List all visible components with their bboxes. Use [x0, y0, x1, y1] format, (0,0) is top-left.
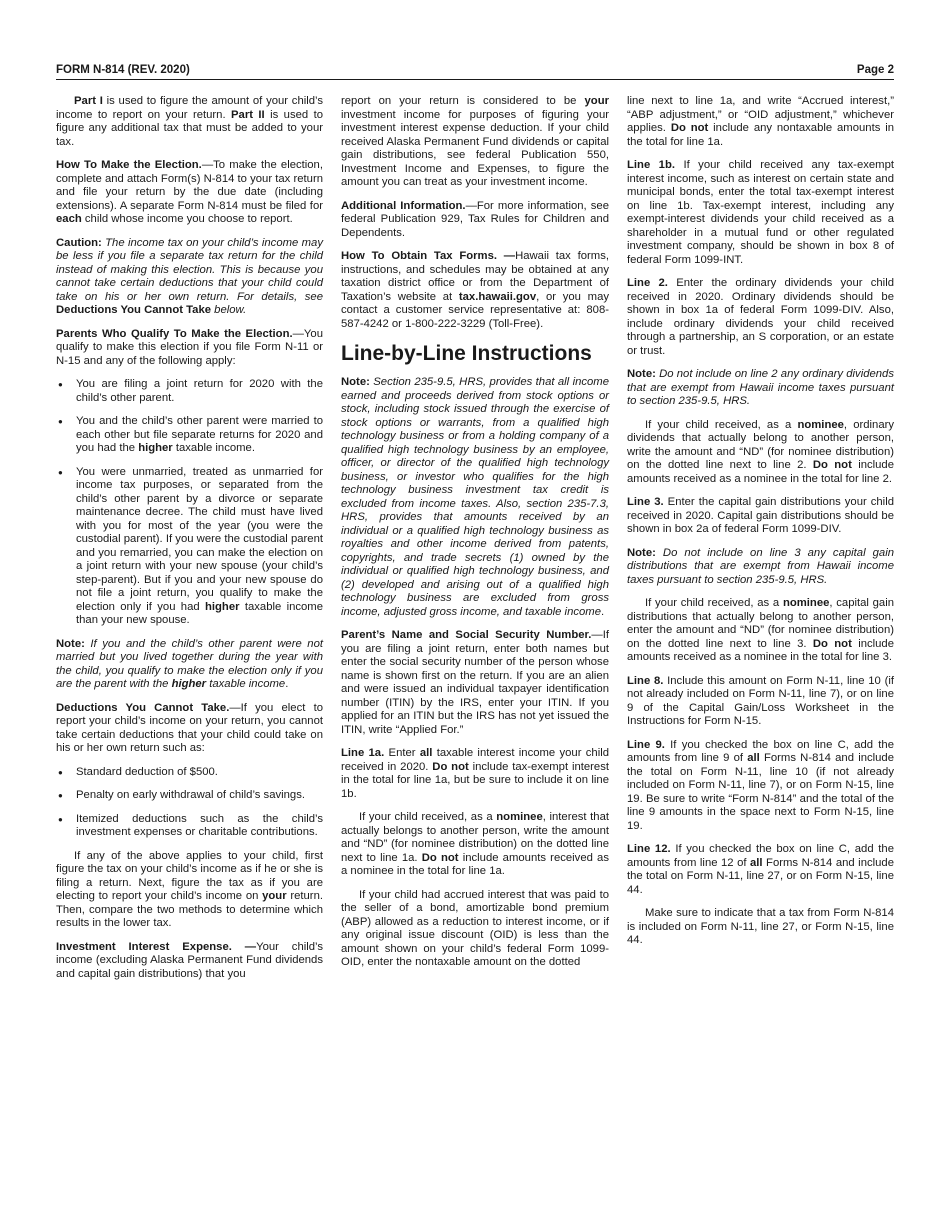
- intro-paragraph: Part I is used to figure the amount of your child’s income to report on your return. Part II is used to figure any additional tax that must be added to your tax.: [56, 95, 323, 148]
- list-item: ● You are filing a joint return for 2020 with the child’s other parent.: [56, 378, 323, 405]
- line-1b-paragraph: Line 1b. If your child received any tax-exempt interest income, such as interest on certain state and municipal bonds, enter the total tax-exempt interest on line 1b. Tax-exempt interest, including any exempt-interest dividends your child received as a shareholder in a mutual fund or other regulated investment company, should be shown in box 8 of federal Form 1099-INT.: [627, 159, 894, 266]
- line-12-paragraph: Line 12. If you checked the box on line C, add the amounts from line 12 of all Forms N-814 and include the total on Form N-11, line 27, or on Form N-15, line 44.: [627, 843, 894, 896]
- caution-paragraph: Caution: The income tax on your child’s income may be less if you file a separate tax return for the child instead of making this election. This is because you cannot take certain deductions that your child could take on his or her own return. For details, see Deductions You Cannot Take below.: [56, 236, 323, 316]
- list-item: ● Itemized deductions such as the child’s investment expenses or charitable contributions.: [56, 813, 323, 840]
- deductions-list: [56, 766, 323, 840]
- line-8-paragraph: Line 8. Include this amount on Form N-11, line 10 (if not already included on Form N-11, line 7), or on line 9 of the Capital Gain/Loss Worksheet in the Instructions for Form N-15.: [627, 674, 894, 727]
- interest-heading: Investment Interest Expense. —: [56, 940, 257, 953]
- ssn-paragraph: Parent’s Name and Social Security Number.—If you are filing a joint return, enter both names but enter the social security number of the person whose name is shown first on the return. If you are an alien and were issued an individual taxpayer identification number (ITIN) by the IRS, enter your ITIN. If you applied for an ITIN but the IRS has not yet issued the ITIN, write “Applied For.”: [341, 629, 609, 736]
- deductions-paragraph: Deductions You Cannot Take.—If you elect to report your child’s income on your return, you cannot take certain deductions that your child could take on his or her own return such as:: [56, 701, 323, 754]
- interest-paragraph: Investment Interest Expense. —Your child’s income (excluding Alaska Permanent Fund dividends and capital gain distributions) that you: [56, 940, 323, 980]
- compare-paragraph: If any of the above applies to your child, first figure the tax on your child’s income as if he or she is filing a return. Next, figure the tax as if you are electing to report your child’s income on your return. Then, compare the two methods to determine which results in the lower tax.: [56, 849, 323, 929]
- accrued-continued: line next to line 1a, and write “Accrued interest,” “ABP adjustment,” or “OID adjustment,” whichever applies. Do not include any nontaxable amounts in the total for line 1a.: [627, 95, 895, 148]
- note-paragraph: Note: If you and the child’s other parent were not married but you lived together during the year with the child, you qualify to make the election only if you are the parent with the higher taxable income.: [56, 637, 323, 690]
- interest-continued: report on your return is considered to be your investment income for purposes of figuring your investment interest expense deduction. If your child received Alaska Permanent Fund dividends or capital gain distributions, see federal Publication 550, Investment Income and Expenses, to figure the amount you can treat as your investment income.: [341, 95, 609, 188]
- line-9-paragraph: Line 9. If you checked the box on line C, add the amounts from line 9 of all Forms N-814 and include the total on Form N-11, line 10 (if not already included on Form N-11, line 7), or on Form N-15, line 19. Be sure to write “Form N-814” and the total of the line 9 amounts in the space next to Form N-15, line 19.: [627, 738, 894, 832]
- list-item: ● Standard deduction of $500.: [56, 766, 323, 780]
- caution-heading: Caution:: [56, 236, 102, 249]
- column-3: [627, 95, 894, 958]
- obtain-forms-heading: How To Obtain Tax Forms. —: [341, 250, 516, 262]
- qualify-list: [56, 378, 323, 628]
- page-header: [56, 63, 894, 80]
- line-3-paragraph: Line 3. Enter the capital gain distributions your child received in 2020. Capital gain distributions should be shown in box 2a of federal Form 1099-DIV.: [627, 496, 894, 535]
- election-heading: How To Make the Election.: [56, 159, 202, 171]
- additional-info-heading: Additional Information.: [341, 199, 466, 212]
- parents-heading: Parents Who Qualify To Make the Election.: [56, 327, 293, 340]
- form-id: FORM N-814 (REV. 2020): [56, 64, 190, 76]
- list-item: ● You and the child’s other parent were married to each other but file separate returns for 2020 and you had the higher taxable income.: [56, 415, 323, 456]
- line-2-paragraph: Line 2. Enter the ordinary dividends your child received in 2020. Ordinary dividends should be shown in box 1a of federal Form 1099-DIV. Also, include ordinary dividends your child received through a partnership, an S corporation, or an estate or trust.: [627, 277, 894, 357]
- section-title: Line-by-Line Instructions: [341, 342, 592, 365]
- accrued-interest-paragraph: If your child had accrued interest that was paid to the seller of a bond, amortizable bond premium (ABP) allowed as a reduction to interest income, or if any original issue discount (OID) is less than the amount shown on your child’s federal Form 1099-OID, enter the nontaxable amount on the dotted: [341, 888, 609, 968]
- nominee-capital-gain-paragraph: If your child received, as a nominee, capital gain distributions that actually belong to another person, enter the amount and “ND” (for nominee distribution) on the dotted line next to line 3. Do not include amounts received as a nominee in the total for line 3.: [627, 597, 895, 663]
- column-1: [56, 95, 323, 991]
- nominee-dividends-paragraph: If your child received, as a nominee, ordinary dividends that actually belong to another person, write the amount and “ND” (for nominee distribution) on the dotted line next to line 2. Do not include amounts received as a nominee in the total for line 2.: [627, 418, 895, 485]
- list-item: ● Penalty on early withdrawal of child’s savings.: [56, 789, 323, 803]
- obtain-forms-paragraph: How To Obtain Tax Forms. —Hawaii tax forms, instructions, and schedules may be obtained at any taxation district office or from the Department of Taxation’s website at tax.hawaii.gov, or you may contact a customer service representative at: 808-587-4242 or 1-800-222-3229 (Toll-Free).: [341, 250, 609, 330]
- website-link: tax.hawaii.gov: [458, 290, 537, 303]
- ssn-heading: Parent’s Name and Social Security Number.: [341, 629, 592, 641]
- line-2-note: Note: Do not include on line 2 any ordinary dividends that are exempt from Hawaii income taxes pursuant to section 235-9.5, HRS.: [627, 368, 894, 407]
- nominee-interest-paragraph: If your child received, as a nominee, interest that actually belongs to another person, write the amount and “ND” (for nominee distribution) on the dotted line next to line 1a. Do not include amounts received as a nominee in the total for line 1a.: [341, 811, 610, 877]
- line-3-note: Note: Do not include on line 3 any capital gain distributions that are exempt from Hawaii income taxes pursuant to section 235-9.5, HRS.: [627, 546, 894, 586]
- page-number: Page 2: [856, 64, 894, 76]
- additional-info-paragraph: Additional Information.—For more information, see federal Publication 929, Tax Rules for Children and Dependents.: [341, 199, 609, 239]
- election-paragraph: How To Make the Election.—To make the election, complete and attach Form(s) N-814 to your tax return and file your return by the due date (including extensions). A separate Form N-814 must be filed for each child whose income you choose to report.: [56, 159, 323, 225]
- list-item: ● You were unmarried, treated as unmarried for income tax purposes, or separated from the child’s other parent by a divorce or separate maintenance decree. The child must have lived with you for most of the year (you were the custodial parent). If you were the custodial parent and you remarried, you can make the election on a joint return with your new spouse (your child’s step-parent). But if you and your new spouse do not file a joint return, you qualify to make the election only if you had higher taxable income than your new spouse.: [56, 466, 323, 628]
- deductions-heading: Deductions You Cannot Take.: [56, 701, 230, 714]
- line-1a-paragraph: Line 1a. Enter all taxable interest income your child received in 2020. Do not include tax-exempt interest in the total for line 1a, but be sure to include it on line 1b.: [341, 747, 610, 800]
- hrs-note-paragraph: Note: Section 235-9.5, HRS, provides that all income earned and proceeds derived from stock options or stock, including stock issued through the exercise of stock options or warrants, from a qualified high technology business or from a holding company of a qualified high technology business by an employee, officer, or director of the qualified high technology business, or investor who qualifies for the high technology business investment tax credit is excluded from income taxes. Also, section 235-7.3, HRS, provides that amounts received by an individual or a qualified high technology business as royalties and other income derived from patents, copyrights, and trade secrets (1) owned by the individual or qualified high technology business, and (2) developed and arising out of a qualified high technology business are excluded from gross income, adjusted gross income, and taxable income.: [341, 376, 609, 618]
- parents-paragraph: Parents Who Qualify To Make the Election.—You qualify to make this election if you file Form N-11 or N-15 and any of the following apply:: [56, 327, 323, 367]
- column-2: [341, 95, 609, 980]
- final-paragraph: Make sure to indicate that a tax from Form N-814 is included on Form N-11, line 27, or Form N-15, line 44.: [627, 907, 894, 946]
